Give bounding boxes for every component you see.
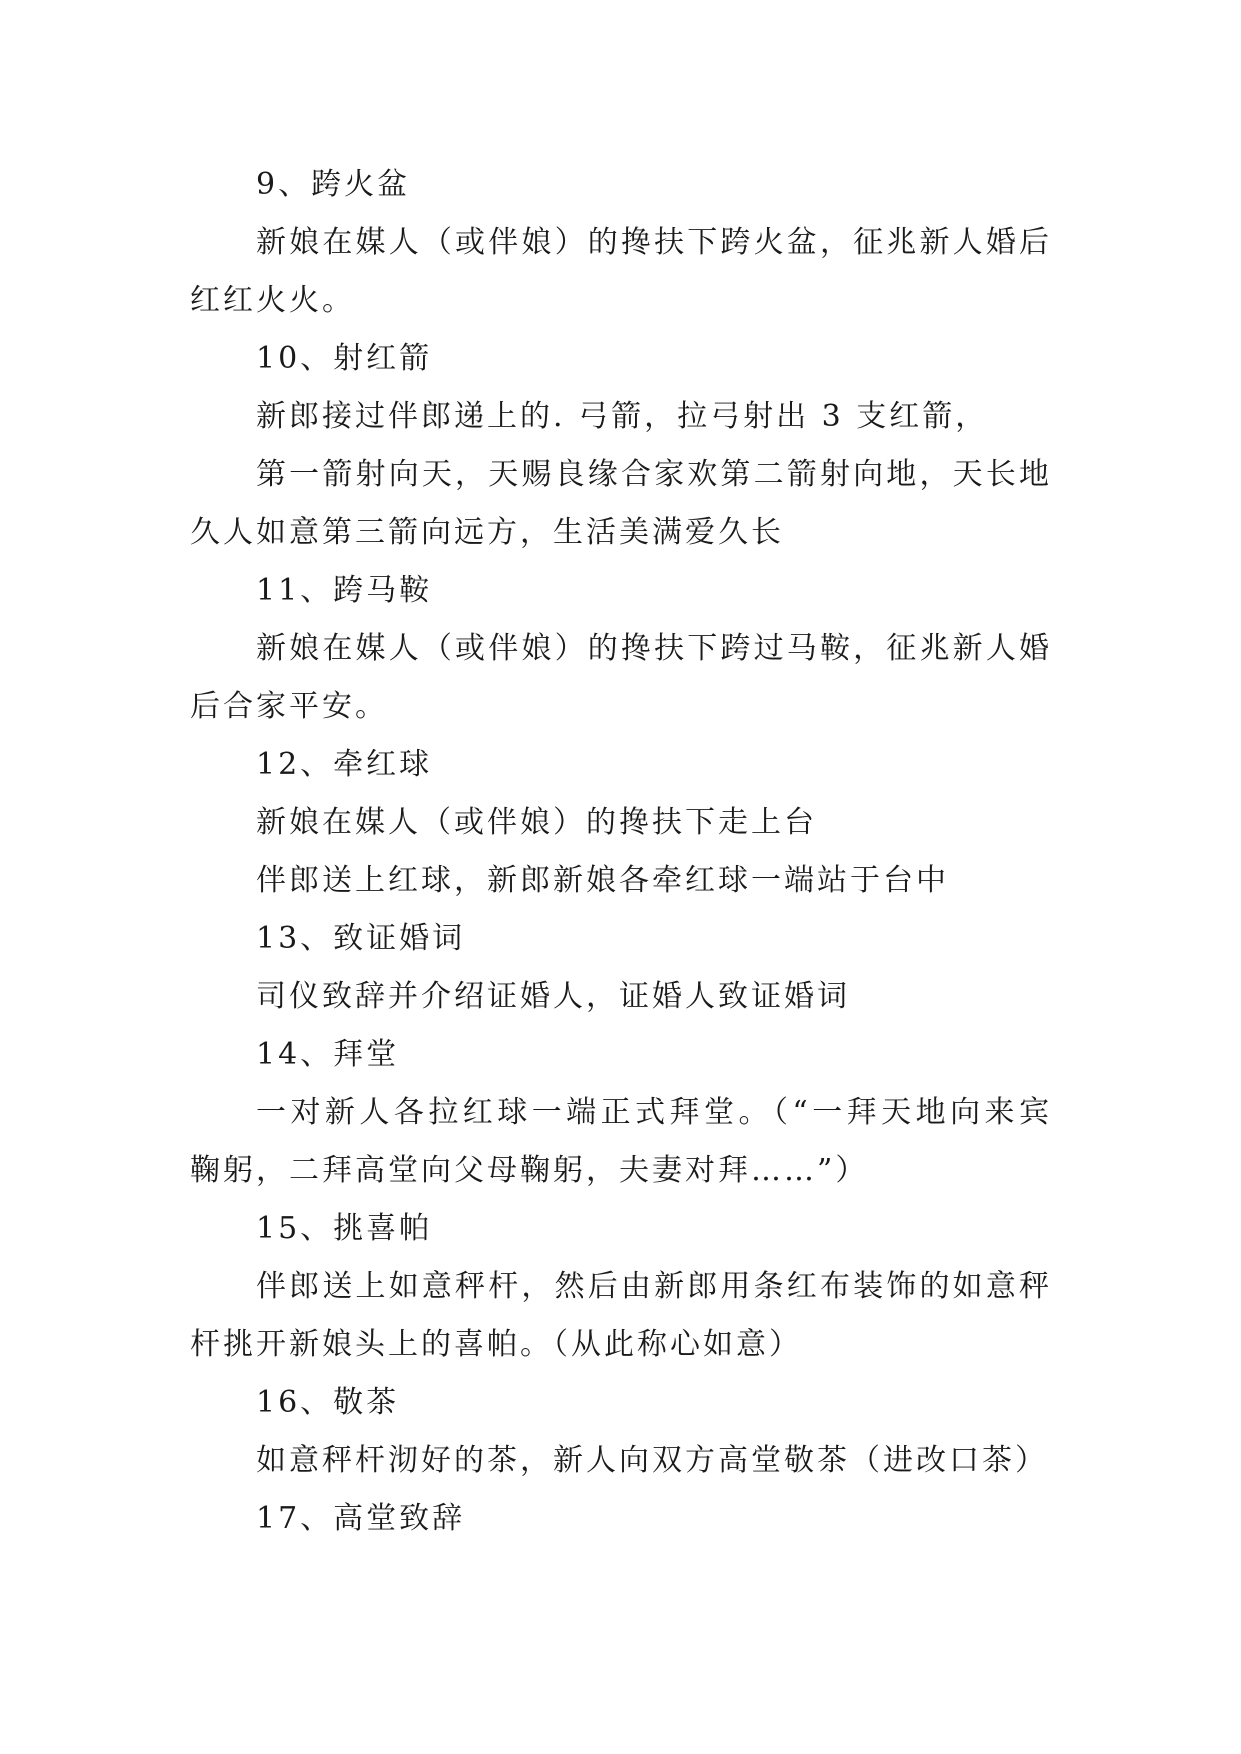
paragraph-line: 新娘在媒人（或伴娘）的搀扶下跨火盆，征兆新人婚后 xyxy=(256,225,1052,260)
paragraph-line: 久人如意第三箭向远方，生活美满爱久长 xyxy=(190,515,784,550)
paragraph-line: 新娘在媒人（或伴娘）的搀扶下走上台 xyxy=(256,805,817,840)
paragraph-line: 一对新人各拉红球一端正式拜堂。（“一拜天地向来宾 xyxy=(256,1095,1052,1130)
section-heading: 16、敬茶 xyxy=(256,1385,400,1420)
paragraph-line: 鞠躬，二拜高堂向父母鞠躬，夫妻对拜……”） xyxy=(190,1153,869,1188)
paragraph-line: 伴郎送上红球，新郎新娘各牵红球一端站于台中 xyxy=(256,863,949,898)
document-body xyxy=(190,156,1052,1548)
paragraph-line: 杆挑开新娘头上的喜帕。（从此称心如意） xyxy=(190,1327,802,1362)
paragraph-line: 后合家平安。 xyxy=(190,689,388,724)
paragraph-line: 第一箭射向天，天赐良缘合家欢第二箭射向地，天长地 xyxy=(256,457,1052,492)
section-heading: 15、挑喜帕 xyxy=(256,1211,433,1246)
paragraph-line: 新娘在媒人（或伴娘）的搀扶下跨过马鞍，征兆新人婚 xyxy=(256,631,1052,666)
paragraph-line: 司仪致辞并介绍证婚人，证婚人致证婚词 xyxy=(256,979,850,1014)
paragraph-line: 新郎接过伴郎递上的. 弓箭，拉弓射出 3 支红箭， xyxy=(256,399,989,434)
paragraph-line: 红红火火。 xyxy=(190,283,355,318)
section-heading: 10、射红箭 xyxy=(256,341,433,376)
section-heading: 14、拜堂 xyxy=(256,1037,400,1072)
section-heading: 17、高堂致辞 xyxy=(256,1501,466,1536)
section-heading: 13、致证婚词 xyxy=(256,921,466,956)
paragraph-line: 如意秤杆沏好的茶，新人向双方高堂敬茶（进改口茶） xyxy=(256,1443,1048,1478)
section-heading: 12、牵红球 xyxy=(256,747,433,782)
section-heading: 11、跨马鞍 xyxy=(256,573,433,608)
paragraph-line: 伴郎送上如意秤杆，然后由新郎用条红布装饰的如意秤 xyxy=(256,1269,1052,1304)
section-heading: 9、跨火盆 xyxy=(256,167,411,202)
